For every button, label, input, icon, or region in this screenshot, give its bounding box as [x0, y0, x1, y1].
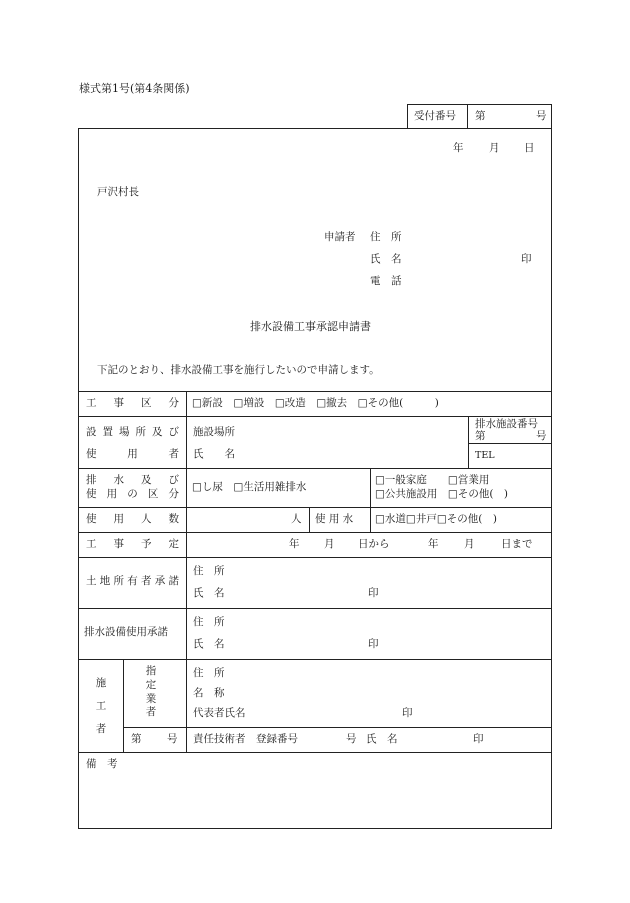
contractor-seal: 印	[402, 707, 413, 719]
receipt-dai: 第	[475, 110, 486, 122]
registration-go: 号	[346, 733, 357, 745]
applicant-name-label: 氏 名	[370, 253, 402, 265]
use-category-options-line2[interactable]: □公共施設用 □その他( )	[375, 488, 509, 500]
contractor-company-name-label: 名 称	[193, 687, 225, 699]
engineer-seal: 印	[473, 733, 484, 745]
schedule-to-month: 月	[464, 538, 475, 550]
remarks-label: 備 考	[86, 758, 118, 770]
facility-use-address-label: 住 所	[193, 616, 225, 628]
applicant-address-label: 住 所	[370, 231, 402, 243]
applicant-label: 申請者	[324, 231, 356, 243]
date-year: 年	[453, 142, 464, 154]
schedule-from-year: 年	[289, 538, 300, 550]
remarks-field[interactable]	[186, 770, 541, 820]
work-type-options[interactable]: □新設 □増設 □改造 □撤去 □その他( )	[192, 397, 439, 409]
land-owner-address-label: 住 所	[193, 565, 225, 577]
responsible-engineer-registration-label: 責任技術者 登録番号	[193, 733, 298, 745]
users-unit: 人	[291, 513, 302, 525]
representative-name-label: 代表者氏名	[193, 707, 246, 719]
schedule-label: 工 事 予 定	[86, 538, 179, 550]
work-type-label: 工 事 区 分	[86, 397, 179, 409]
receipt-go: 号	[536, 110, 547, 122]
drainage-facility-number-label: 排水施設番号	[475, 418, 538, 430]
land-owner-seal: 印	[368, 587, 379, 599]
tel-label: TEL	[475, 450, 495, 461]
facility-use-consent-label: 排水設備使用承諾	[84, 626, 168, 638]
addressee: 戸沢村長	[97, 186, 139, 198]
contractor-label: 施 工 者	[95, 677, 107, 735]
drainage-label-line1: 排 水 及 び	[86, 474, 179, 486]
land-owner-consent-label: 土 地 所 有 者 承 諾	[86, 575, 179, 587]
facility-use-name-label: 氏 名	[193, 638, 225, 650]
applicant-phone-label: 電 話	[370, 275, 402, 287]
location-label-line2: 使 用 者	[86, 448, 179, 460]
location-label-line1: 設 置 場 所 及 び	[86, 426, 179, 438]
land-owner-name-label: 氏 名	[193, 587, 225, 599]
drainage-type-options[interactable]: □し尿 □生活用雑排水	[192, 481, 307, 493]
request-statement: 下記のとおり、排水設備工事を施行したいので申請します。	[97, 364, 380, 376]
form-number: 様式第1号(第4条関係)	[79, 82, 190, 95]
receipt-number-label: 受付番号	[414, 110, 456, 122]
facility-number-go: 号	[536, 430, 547, 442]
schedule-to-year: 年	[428, 538, 439, 550]
drainage-label-line2: 使 用 の 区 分	[86, 488, 179, 500]
schedule-from-month: 月	[324, 538, 335, 550]
water-source-options[interactable]: □水道□井戸□その他( )	[375, 513, 497, 525]
facility-place-label: 施設場所	[193, 426, 235, 438]
contractor-address-label: 住 所	[193, 667, 225, 679]
contractor-number-go: 号	[167, 733, 178, 745]
user-name-label: 氏 名	[193, 448, 235, 460]
schedule-to-day: 日まで	[501, 538, 533, 550]
facility-number-dai: 第	[475, 430, 486, 442]
number-of-users-label: 使 用 人 数	[86, 513, 179, 525]
use-category-options-line1[interactable]: □一般家庭 □営業用	[375, 474, 490, 486]
water-source-label: 使 用 水	[315, 513, 354, 525]
date-month: 月	[489, 142, 500, 154]
schedule-from-day: 日から	[358, 538, 390, 550]
form-title: 排水設備工事承認申請書	[250, 320, 371, 333]
applicant-seal: 印	[521, 253, 532, 265]
designated-contractor-label: 指 定 業 者	[145, 665, 157, 719]
facility-use-seal: 印	[368, 638, 379, 650]
date-day: 日	[524, 142, 535, 154]
contractor-number-dai: 第	[131, 733, 142, 745]
engineer-name-label: 氏 名	[366, 733, 398, 745]
